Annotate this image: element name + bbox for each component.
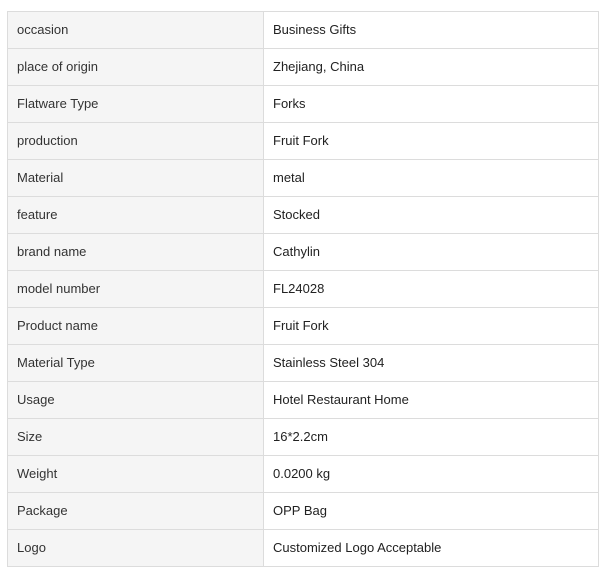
attribute-value-cell: 16*2.2cm (264, 419, 599, 456)
attribute-name-cell: model number (8, 271, 264, 308)
table-row (8, 12, 599, 49)
table-row (8, 382, 599, 419)
attribute-name-cell: place of origin (8, 49, 264, 86)
attribute-value-cell: Cathylin (264, 234, 599, 271)
attribute-name-cell: Material Type (8, 345, 264, 382)
table-row (8, 197, 599, 234)
attribute-name-cell: feature (8, 197, 264, 234)
attribute-value-cell: OPP Bag (264, 493, 599, 530)
table-row (8, 530, 599, 567)
attribute-value-cell: Hotel Restaurant Home (264, 382, 599, 419)
table-row (8, 493, 599, 530)
attribute-name-cell: Weight (8, 456, 264, 493)
attribute-name-cell: production (8, 123, 264, 160)
attribute-name-cell: Logo (8, 530, 264, 567)
table-row (8, 160, 599, 197)
attribute-value-cell: Fruit Fork (264, 123, 599, 160)
attribute-value-cell: Forks (264, 86, 599, 123)
attribute-name-cell: Usage (8, 382, 264, 419)
attribute-value-cell: Business Gifts (264, 12, 599, 49)
attribute-name-cell: Size (8, 419, 264, 456)
table-row (8, 123, 599, 160)
attribute-name-cell: brand name (8, 234, 264, 271)
attribute-name-cell: Material (8, 160, 264, 197)
spec-table-body (8, 12, 599, 567)
table-row (8, 419, 599, 456)
attribute-value-cell: Zhejiang, China (264, 49, 599, 86)
attribute-name-cell: Product name (8, 308, 264, 345)
attribute-value-cell: 0.0200 kg (264, 456, 599, 493)
table-row (8, 345, 599, 382)
table-row (8, 49, 599, 86)
table-row (8, 456, 599, 493)
attribute-name-cell: occasion (8, 12, 264, 49)
table-row (8, 271, 599, 308)
table-row (8, 308, 599, 345)
table-row (8, 234, 599, 271)
attribute-value-cell: Customized Logo Acceptable (264, 530, 599, 567)
attribute-name-cell: Package (8, 493, 264, 530)
attribute-value-cell: FL24028 (264, 271, 599, 308)
attribute-value-cell: Stainless Steel 304 (264, 345, 599, 382)
table-row (8, 86, 599, 123)
attribute-value-cell: Fruit Fork (264, 308, 599, 345)
attribute-value-cell: metal (264, 160, 599, 197)
attribute-value-cell: Stocked (264, 197, 599, 234)
product-spec-table (7, 11, 599, 567)
attribute-name-cell: Flatware Type (8, 86, 264, 123)
